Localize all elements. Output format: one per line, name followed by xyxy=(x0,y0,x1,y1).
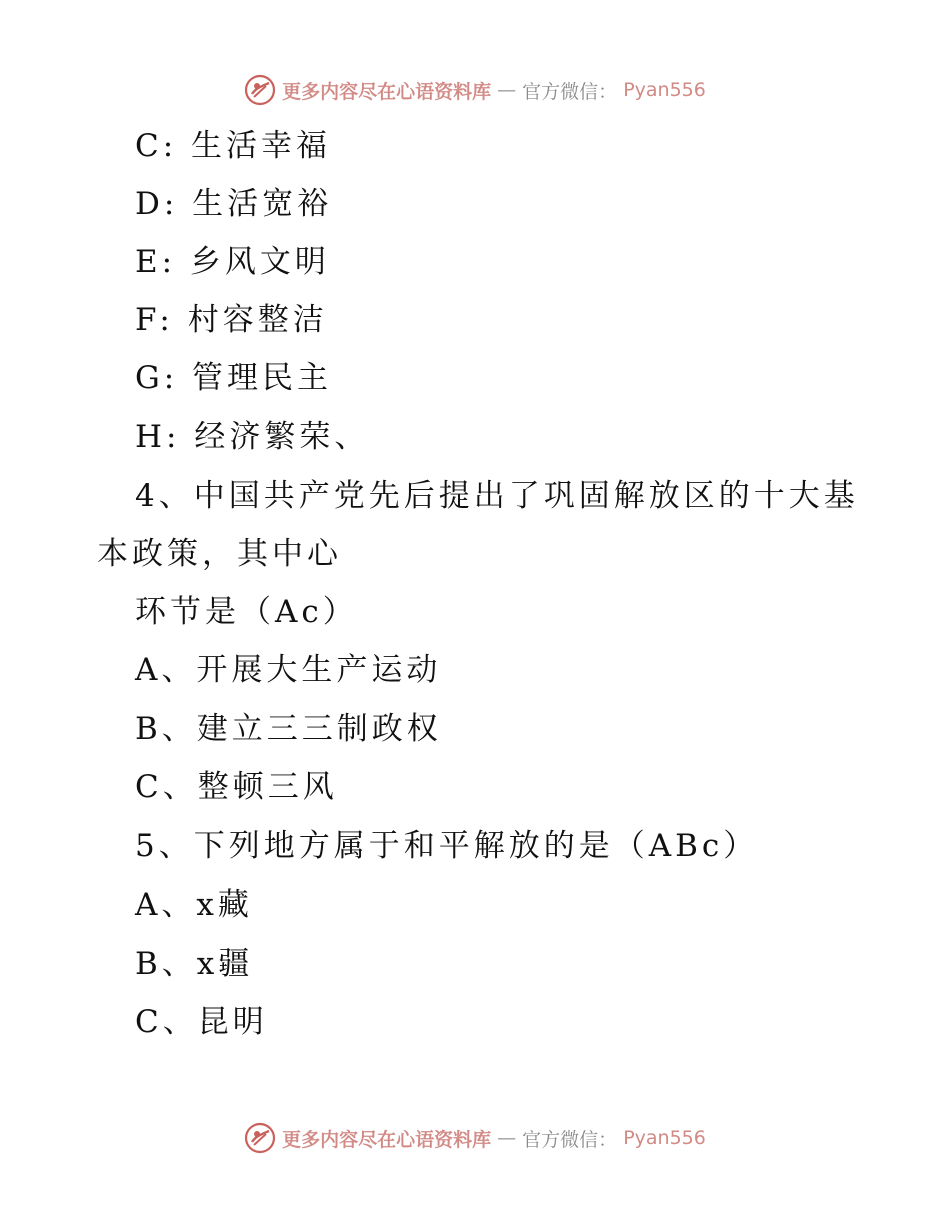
option-line: C、整顿三风 xyxy=(135,769,338,805)
watermark-label: 官方微信： xyxy=(522,80,618,103)
question-line: 4、中国共产党先后提出了巩固解放区的十大基 xyxy=(135,478,859,514)
option-line: C: 生活幸福 xyxy=(135,128,332,164)
book-logo-icon xyxy=(244,74,276,106)
watermark-title: 更多内容尽在心语资料库 xyxy=(282,1128,492,1151)
watermark-id: Pyan556 xyxy=(623,79,706,101)
option-line: A、x藏 xyxy=(135,887,253,923)
option-line: E: 乡风文明 xyxy=(135,244,330,280)
watermark-header xyxy=(0,74,950,106)
book-logo-icon xyxy=(244,1122,276,1154)
option-line: H: 经济繁荣、 xyxy=(135,419,370,455)
watermark-title: 更多内容尽在心语资料库 xyxy=(282,80,492,103)
watermark-dash: — xyxy=(497,1127,517,1149)
watermark-footer xyxy=(0,1122,950,1154)
option-line: B、建立三三制政权 xyxy=(135,711,442,747)
option-line: D: 生活宽裕 xyxy=(135,186,333,222)
question-answer-line: 环节是（Ac） xyxy=(135,594,358,630)
watermark-dash: — xyxy=(497,79,517,101)
option-line: G: 管理民主 xyxy=(135,360,333,396)
option-line: F: 村容整洁 xyxy=(135,302,328,338)
watermark-id: Pyan556 xyxy=(623,1127,706,1149)
option-line: C、昆明 xyxy=(135,1004,268,1040)
option-line: A、开展大生产运动 xyxy=(135,652,442,688)
question-line: 5、下列地方属于和平解放的是（ABc） xyxy=(135,828,759,864)
question-line-continued: 本政策，其中心 xyxy=(97,536,342,572)
option-line: B、x疆 xyxy=(135,946,254,982)
watermark-label: 官方微信： xyxy=(522,1128,618,1151)
